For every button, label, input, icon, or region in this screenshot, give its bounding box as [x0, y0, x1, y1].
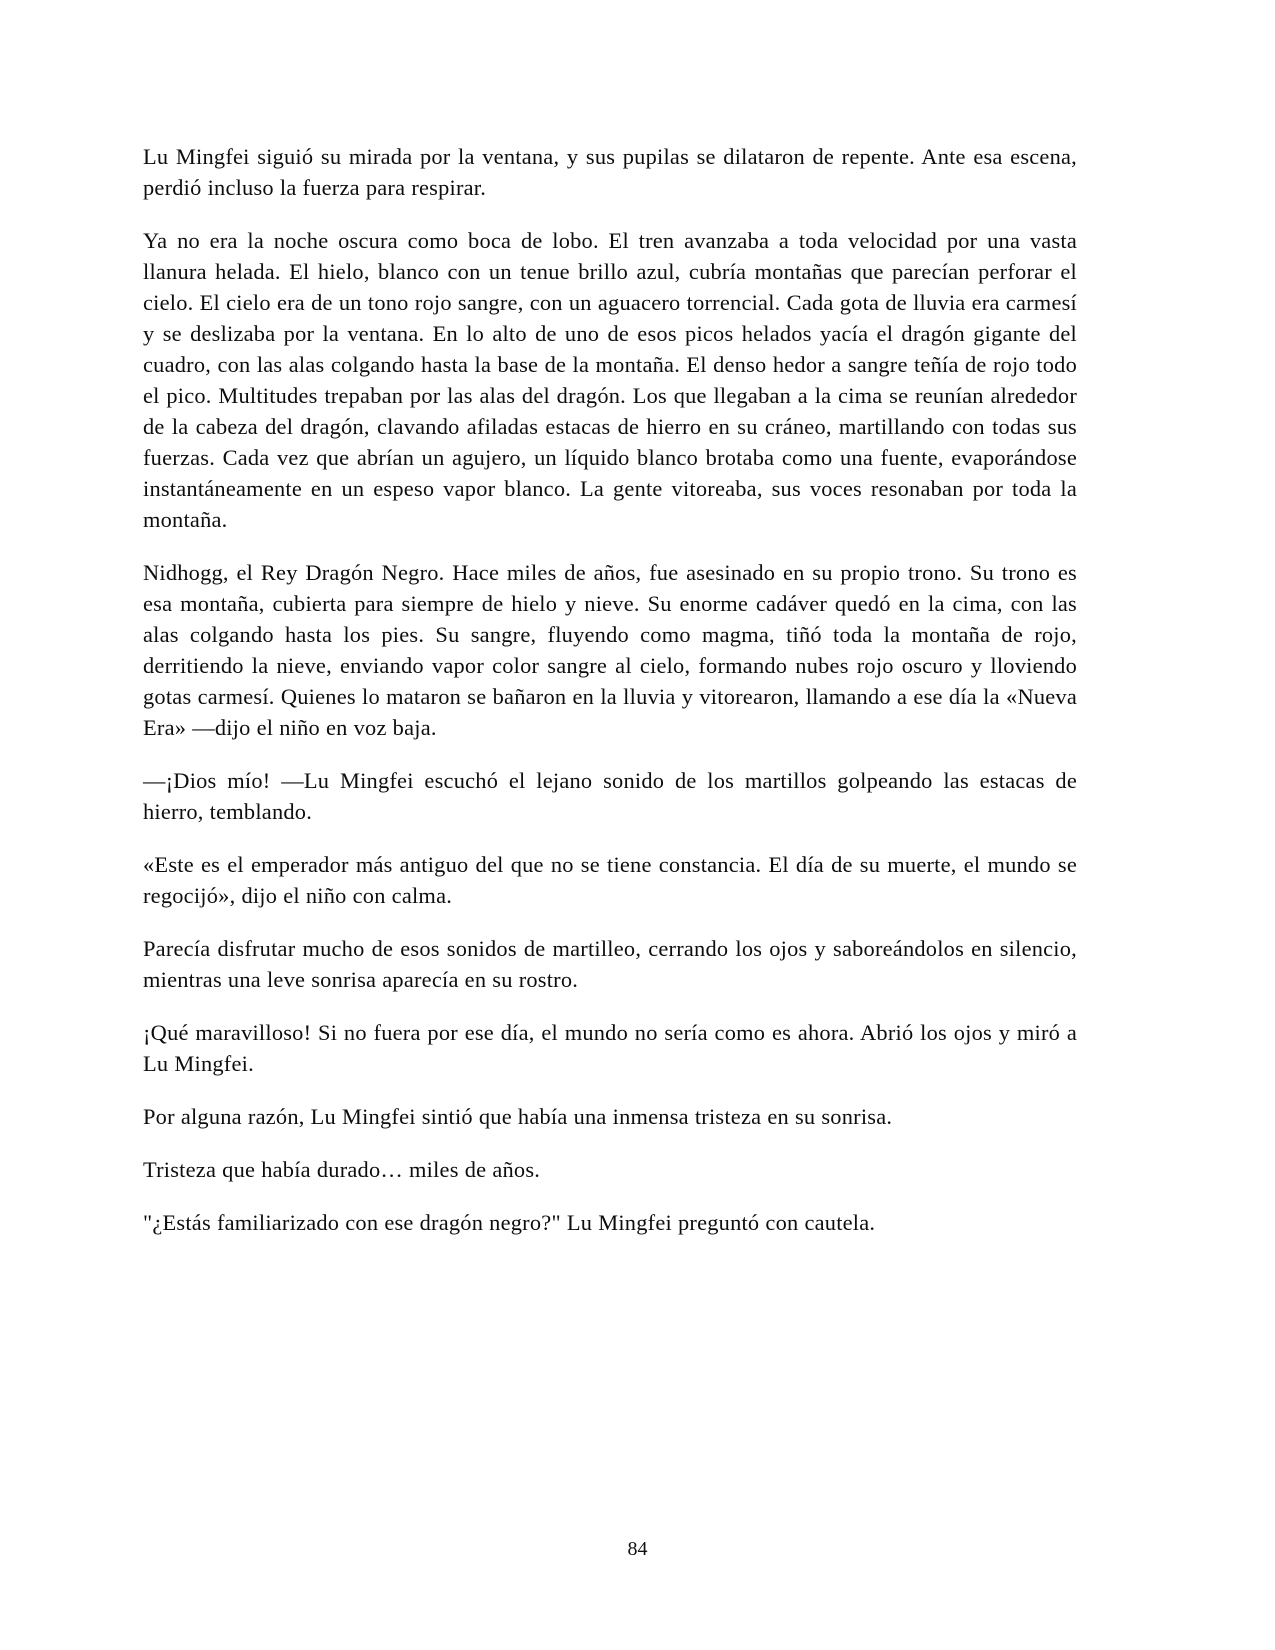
paragraph: —¡Dios mío! —Lu Mingfei escuchó el lejano sonido de los martillos golpeando las estacas de hierro, temblando.: [143, 768, 1077, 824]
body-text-column: [143, 141, 1077, 1238]
paragraph: Por alguna razón, Lu Mingfei sintió que había una inmensa tristeza en su sonrisa.: [143, 1104, 893, 1129]
paragraph: ¡Qué maravilloso! Si no fuera por ese día, el mundo no sería como es ahora. Abrió los ojos y miró a Lu Mingfei.: [143, 1020, 1077, 1076]
paragraph: Tristeza que había durado… miles de años.: [143, 1157, 541, 1182]
paragraph: Nidhogg, el Rey Dragón Negro. Hace miles de años, fue asesinado en su propio trono. Su trono es esa montaña, cubierta para siempre de hielo y nieve. Su enorme cadáver quedó en la cima, con las alas colgando hasta los pies. Su sangre, fluyendo como magma, tiñó toda la montaña de rojo, derritiendo la nieve, enviando vapor color sangre al cielo, formando nubes rojo oscuro y lloviendo gotas carmesí. Quienes lo mataron se bañaron en la lluvia y vitorearon, llamando a ese día la «Nueva Era» —dijo el niño en voz baja.: [143, 560, 1077, 740]
paragraph: Lu Mingfei siguió su mirada por la ventana, y sus pupilas se dilataron de repente. Ante esa escena, perdió incluso la fuerza para respirar.: [143, 144, 1077, 200]
paragraph: Parecía disfrutar mucho de esos sonidos de martilleo, cerrando los ojos y saboreándolos en silencio, mientras una leve sonrisa aparecía en su rostro.: [143, 936, 1077, 992]
paragraph: "¿Estás familiarizado con ese dragón negro?" Lu Mingfei preguntó con cautela.: [143, 1210, 876, 1235]
paragraph: Ya no era la noche oscura como boca de lobo. El tren avanzaba a toda velocidad por una vasta llanura helada. El hielo, blanco con un tenue brillo azul, cubría montañas que parecían perforar el cielo. El cielo era de un tono rojo sangre, con un aguacero torrencial. Cada gota de lluvia era carmesí y se deslizaba por la ventana. En lo alto de uno de esos picos helados yacía el dragón gigante del cuadro, con las alas colgando hasta la base de la montaña. El denso hedor a sangre teñía de rojo todo el pico. Multitudes trepaban por las alas del dragón. Los que llegaban a la cima se reunían alrededor de la cabeza del dragón, clavando afiladas estacas de hierro en su cráneo, martillando con todas sus fuerzas. Cada vez que abrían un agujero, un líquido blanco brotaba como una fuente, evaporándose instantáneamente en un espeso vapor blanco. La gente vitoreaba, sus voces resonaban por toda la montaña.: [143, 228, 1077, 532]
paragraph: «Este es el emperador más antiguo del que no se tiene constancia. El día de su muerte, el mundo se regocijó», dijo el niño con calma.: [143, 852, 1077, 908]
page-number: 84: [627, 1538, 648, 1560]
